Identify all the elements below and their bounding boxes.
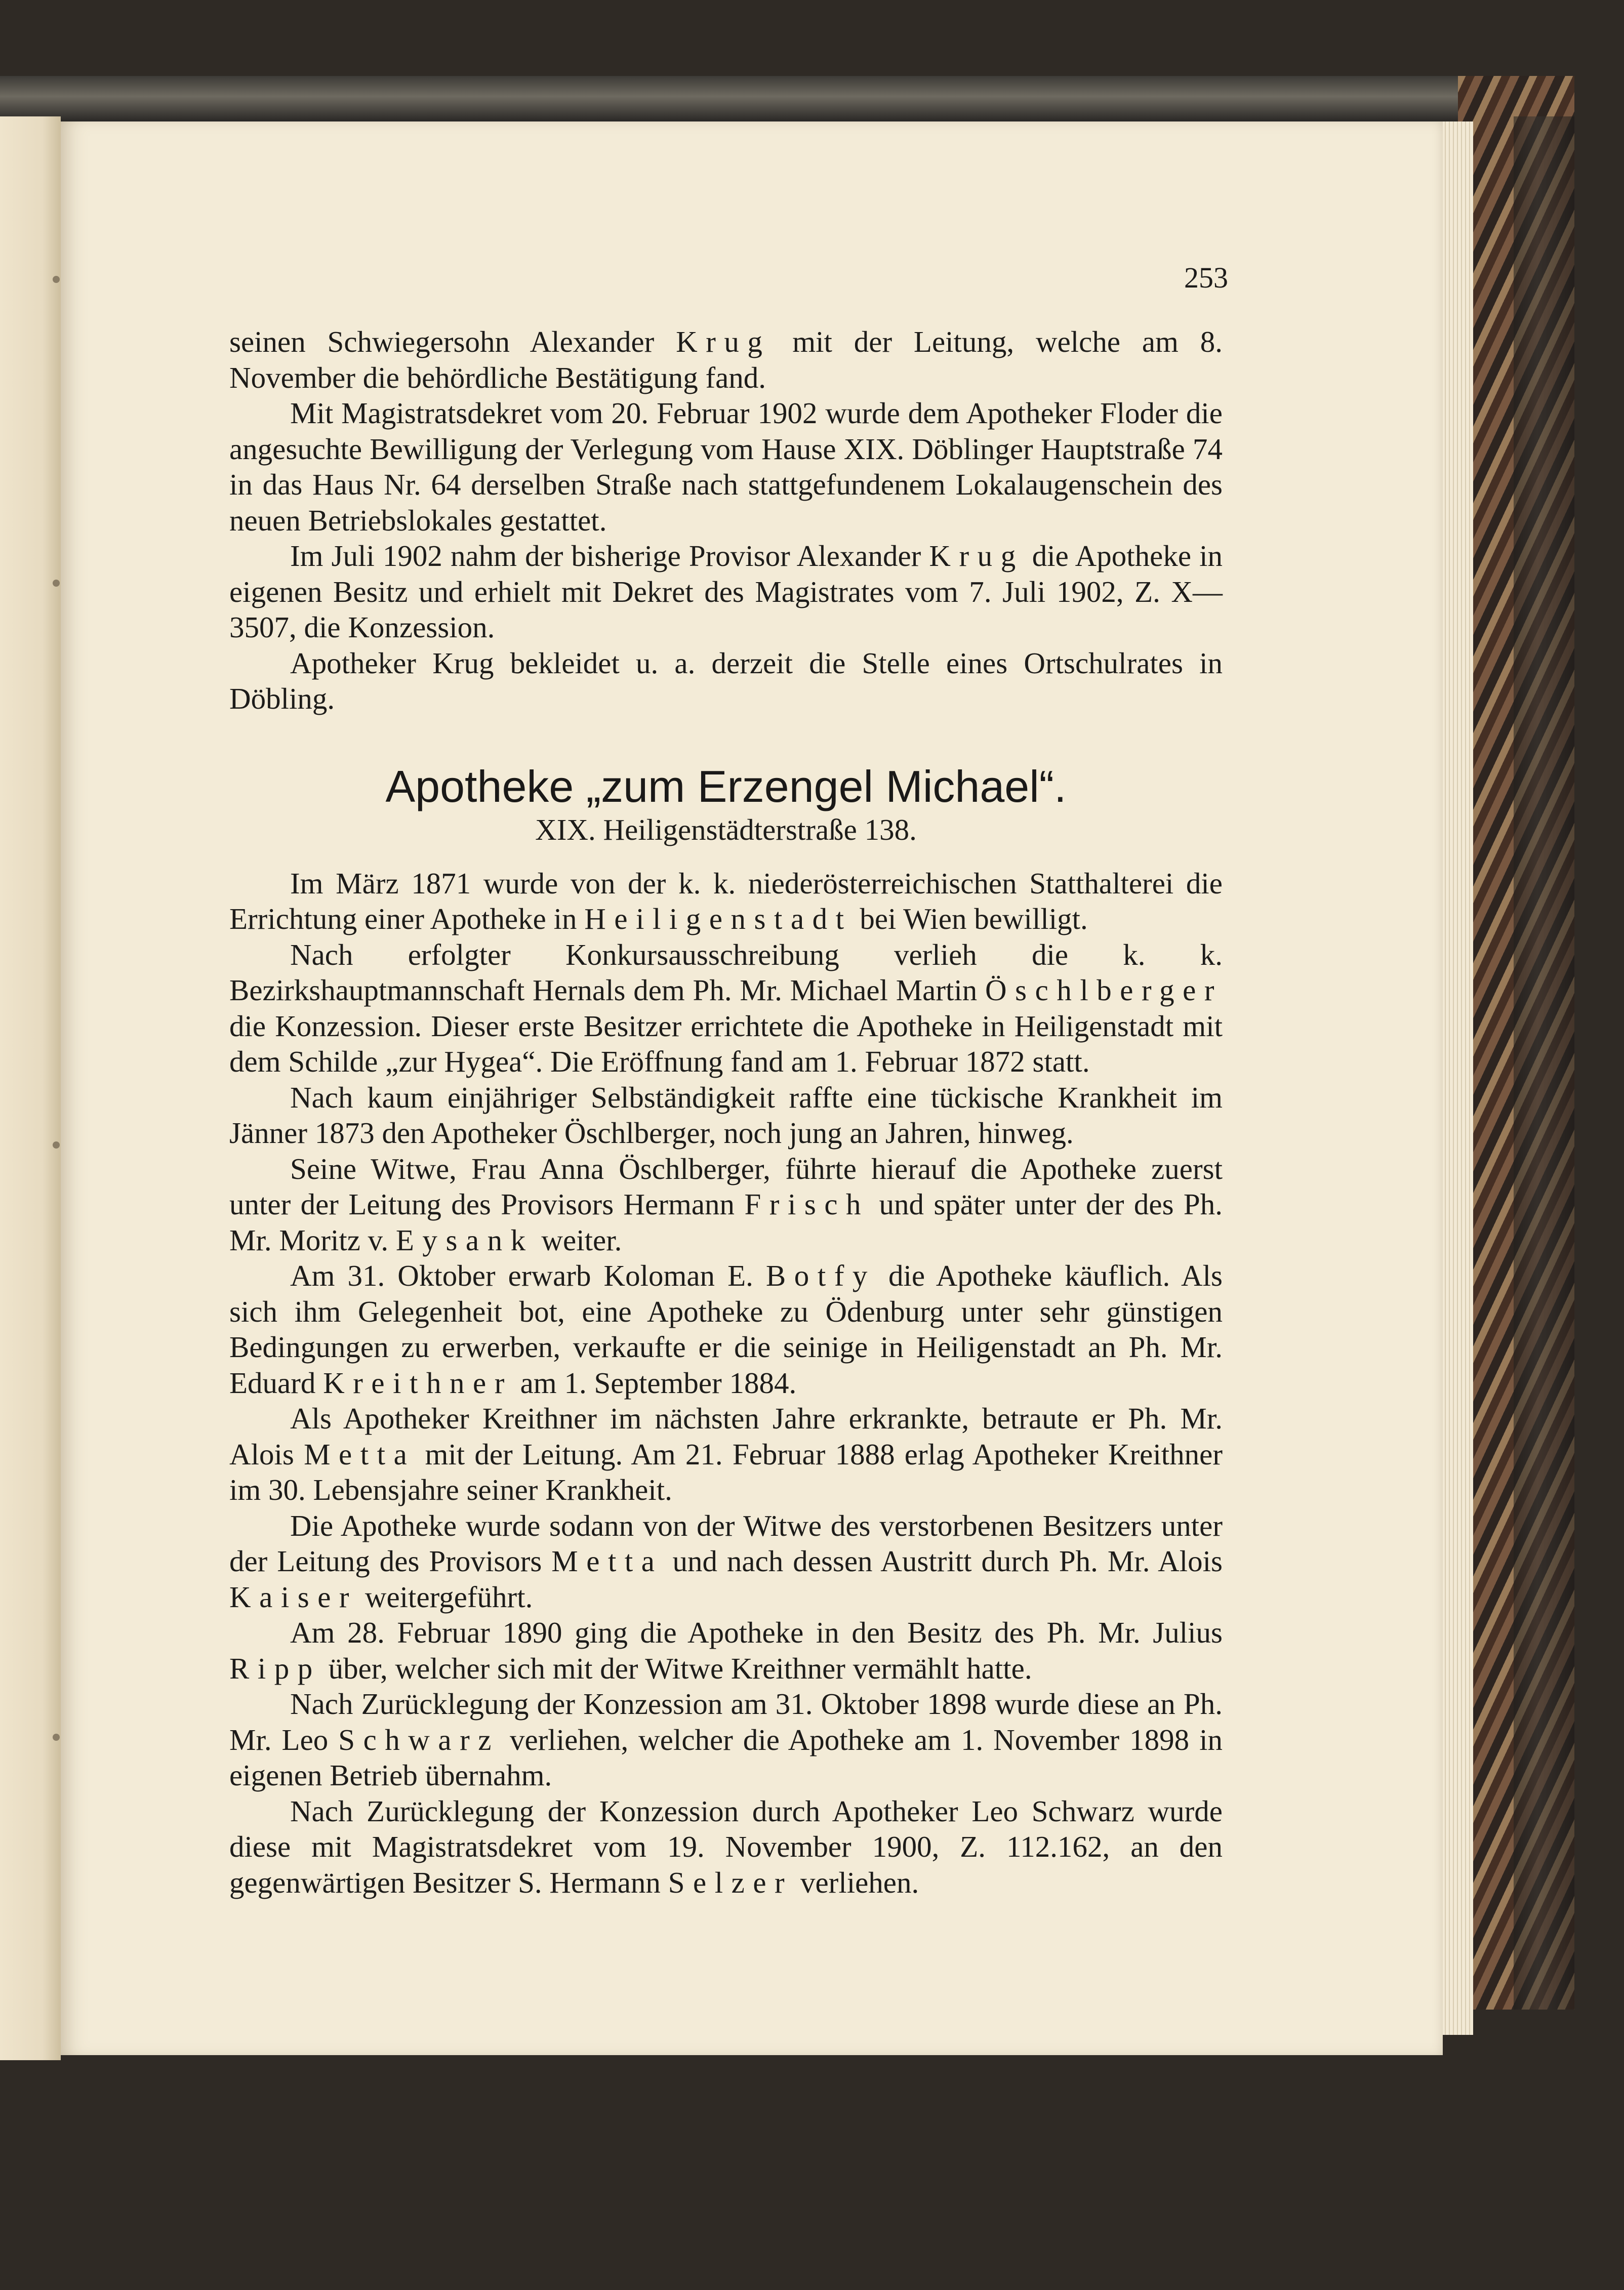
paragraph	[229, 1615, 1223, 1686]
spaced-name: Frisch	[744, 1188, 870, 1221]
paragraph	[229, 1508, 1223, 1615]
paragraph	[229, 1793, 1223, 1901]
text-run: am 1. September 1884.	[512, 1366, 797, 1400]
text-run: die Konzession. Dieser erste Besitzer errichtete die Apotheke in Heiligenstadt mit dem Schilde „zur Hygea“. Die Eröffnung fand am 1. Februar 1872 statt.	[229, 1009, 1223, 1078]
paragraph	[229, 324, 1223, 395]
text-run: weitergeführt.	[357, 1580, 533, 1614]
binding-thread	[53, 1734, 60, 1741]
paragraph	[229, 1258, 1223, 1401]
paragraph	[229, 395, 1223, 538]
page-text	[229, 324, 1223, 1900]
paragraph	[229, 1401, 1223, 1508]
spaced-name: Metta	[551, 1544, 663, 1578]
spaced-name: Öschlberger	[985, 973, 1223, 1007]
text-run: Als Apotheker Kreithner im nächsten Jahre erkrankte, betraute er Ph. Mr. Alois	[229, 1402, 1223, 1471]
text-run: bei Wien bewilligt.	[852, 902, 1088, 935]
text-run: mit der Leitung, welche am 8. November die behördliche Bestätigung fand.	[229, 325, 1223, 394]
binding-thread	[53, 1141, 60, 1149]
paragraph	[229, 937, 1223, 1080]
section-address: XIX. Heiligenstädterstraße 138.	[535, 812, 917, 846]
section-continued-text	[229, 324, 1223, 717]
spaced-name: Eysank	[395, 1223, 534, 1257]
text-run: Mit Magistratsdekret vom 20. Februar 1902 wurde dem Apotheker Floder die angesuchte Bewilligung der Verlegung vom Hause XIX. Döblinger Hauptstraße 74 in das Haus Nr. 64 derselben Straße nach stattgefundenem Lokalaugenschein des neuen Betriebslokales gestattet.	[229, 396, 1223, 537]
spaced-name: Selzer	[668, 1865, 793, 1899]
text-run: verliehen.	[793, 1865, 919, 1899]
section-body-text	[229, 866, 1223, 1901]
text-run: Apotheker Krug bekleidet u. a. derzeit die Stelle eines Ortschulrates in Döbling.	[229, 646, 1223, 715]
text-run: Nach Zurücklegung der Konzession am 31. Oktober 1898 wurde diese an Ph. Mr. Leo	[229, 1687, 1223, 1756]
book-board-top	[0, 76, 1574, 121]
text-run: Nach kaum einjähriger Selbständigkeit raffte eine tückische Krankheit im Jänner 1873 den Apotheker Öschlberger, noch jung an Jahren, hinweg.	[229, 1080, 1223, 1150]
paragraph	[229, 866, 1223, 937]
text-run: verliehen, welcher die Apotheke am 1. November 1898 in eigenen Betrieb übernahm.	[229, 1723, 1223, 1792]
spaced-name: Metta	[304, 1437, 416, 1471]
text-run: Nach erfolgter Konkursausschreibung verlieh die k. k. Bezirkshauptmannschaft Hernals dem Ph. Mr. Michael Martin	[229, 937, 1223, 1007]
paragraph	[229, 645, 1223, 717]
text-run: Am 31. Oktober erwarb Koloman E.	[290, 1259, 766, 1292]
page-number: 253	[1184, 261, 1228, 294]
text-run: Im März 1871 wurde von der k. k. niederösterreichischen Statthalterei die Errichtung einer Apotheke in	[229, 866, 1223, 935]
spaced-name: Schwarz	[338, 1723, 500, 1756]
facing-page-edge	[0, 116, 61, 2060]
spaced-name: Krug	[929, 539, 1024, 572]
book-spine	[1514, 116, 1574, 2010]
spaced-name: Heiligenstadt	[584, 902, 852, 935]
paragraph	[229, 1151, 1223, 1258]
text-run: Nach Zurücklegung der Konzession durch Apotheker Leo Schwarz wurde diese mit Magistratsdekret vom 19. November 1900, Z. 112.162, an den gegenwärtigen Besitzer S. Hermann	[229, 1794, 1223, 1899]
spaced-name: Botfy	[765, 1259, 876, 1292]
paragraph	[229, 1080, 1223, 1151]
text-run: Die Apotheke wurde sodann von der Witwe des verstorbenen Besitzers unter der Leitung des Provisors	[229, 1508, 1223, 1578]
page-block-edges	[1438, 121, 1473, 2035]
section-heading: Apotheke „zum Erzengel Michael“.	[385, 761, 1067, 811]
paragraph	[229, 538, 1223, 645]
text-run: mit der Leitung. Am 21. Februar 1888 erlag Apotheker Kreithner im 30. Lebensjahre seiner Krankheit.	[229, 1437, 1223, 1506]
spaced-name: Ripp	[229, 1651, 321, 1685]
text-run: die Apotheke in eigenen Besitz und erhielt mit Dekret des Magistrates vom 7. Juli 1902, Z. X—3507, die Konzession.	[229, 539, 1223, 644]
text-run: Seine Witwe, Frau Anna Öschlberger, führte hierauf die Apotheke zuerst unter der Leitung des Provisors Hermann	[229, 1152, 1223, 1221]
text-run: und später unter der des Ph. Mr. Moritz v.	[229, 1188, 1223, 1257]
text-run: seinen Schwiegersohn Alexander	[229, 325, 676, 358]
text-run: Im Juli 1902 nahm der bisherige Provisor Alexander	[290, 539, 929, 572]
spaced-name: Kaiser	[229, 1580, 358, 1614]
binding-thread	[53, 580, 60, 587]
spaced-name: Kreithner	[323, 1366, 513, 1400]
text-run: und nach dessen Austritt durch Ph. Mr. Alois	[663, 1544, 1223, 1578]
text-run: die Apotheke käuflich. Als sich ihm Gelegenheit bot, eine Apotheke zu Ödenburg unter sehr günstigen Bedingungen zu erwerben, verkaufte er die seinige in Heiligenstadt an Ph. Mr. Eduard	[229, 1259, 1223, 1400]
paragraph	[229, 1686, 1223, 1793]
text-run: Am 28. Februar 1890 ging die Apotheke in den Besitz des Ph. Mr. Julius	[290, 1616, 1223, 1649]
text-run: weiter.	[534, 1223, 622, 1257]
spaced-name: Krug	[676, 325, 771, 358]
text-run: über, welcher sich mit der Witwe Kreithner vermählt hatte.	[320, 1651, 1032, 1685]
binding-thread	[53, 276, 60, 283]
